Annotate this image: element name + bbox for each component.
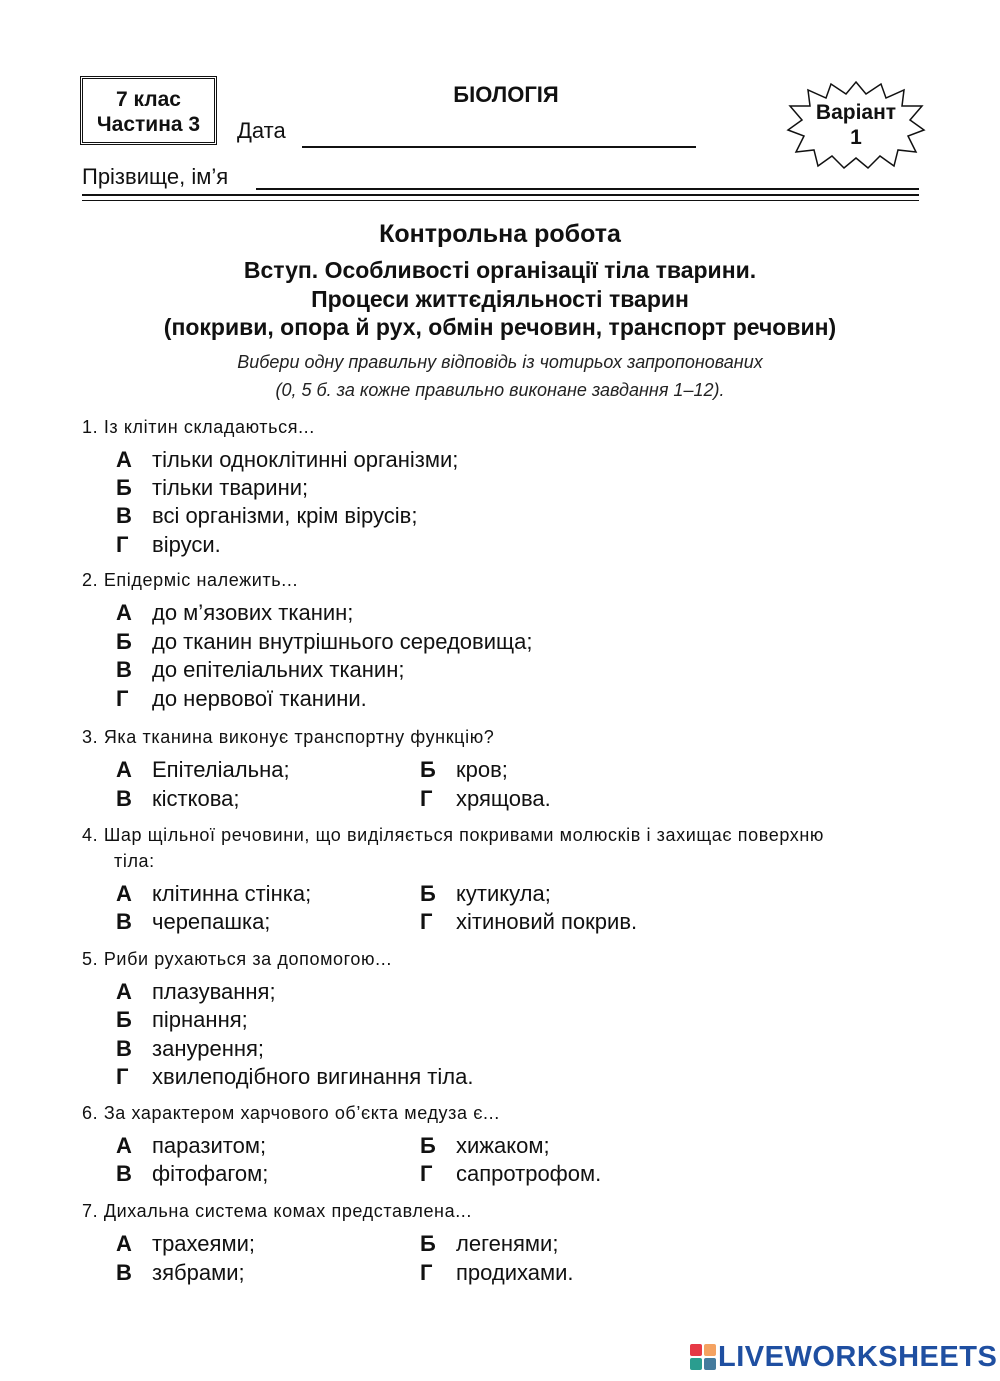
subject-title: БІОЛОГІЯ <box>453 82 559 107</box>
q6-option-c[interactable] <box>116 1160 268 1188</box>
q6-option-b[interactable] <box>420 1132 550 1160</box>
q5-option-c[interactable] <box>116 1035 264 1063</box>
q1-option-b[interactable] <box>116 474 308 502</box>
option-letter: Г <box>420 786 433 811</box>
question-6-text: 6. За характером харчового об’єкта медуза є... <box>82 1103 500 1123</box>
option-letter: Г <box>420 1161 433 1186</box>
option-letter: А <box>116 600 132 625</box>
option-letter: Г <box>116 686 129 711</box>
q5-option-a[interactable] <box>116 978 276 1006</box>
header-divider <box>82 194 919 196</box>
option-text: хітиновий покрив. <box>456 909 638 934</box>
test-title: Контрольна робота <box>379 220 621 248</box>
question-1-text: 1. Із клітин складаються... <box>82 417 315 437</box>
option-letter: Б <box>420 757 436 782</box>
option-letter: А <box>116 979 132 1004</box>
name-label: Прізвище, ім’я <box>82 164 229 189</box>
option-text: до епітеліальних тканин; <box>152 657 405 682</box>
question-4-text-cont: тіла: <box>114 851 155 871</box>
option-letter: Б <box>116 1007 132 1032</box>
option-text: клітинна стінка; <box>152 881 312 906</box>
option-text: кутикула; <box>456 881 551 906</box>
q1-option-d[interactable] <box>116 531 221 559</box>
q4-option-b[interactable] <box>420 880 551 908</box>
variant-number: 1 <box>850 126 862 149</box>
option-text: сапротрофом. <box>456 1161 602 1186</box>
q2-option-c[interactable] <box>116 656 404 684</box>
option-letter: Г <box>420 909 433 934</box>
q4-option-a[interactable] <box>116 880 311 908</box>
q2-option-d[interactable] <box>116 685 367 713</box>
question-7-text: 7. Дихальна система комах представлена... <box>82 1201 473 1221</box>
option-text: до м’язових тканин; <box>152 600 354 625</box>
option-letter: В <box>116 657 132 682</box>
option-text: кров; <box>456 757 508 782</box>
q6-option-a[interactable] <box>116 1132 266 1160</box>
option-text: черепашка; <box>152 909 271 934</box>
option-letter: Б <box>420 1231 436 1256</box>
option-text: віруси. <box>152 532 221 557</box>
option-text: тільки тварини; <box>152 475 309 500</box>
option-letter: В <box>116 1036 132 1061</box>
q4-option-d[interactable] <box>420 908 637 936</box>
variant-label: Варіант <box>815 101 897 124</box>
variant-badge <box>786 100 926 150</box>
instruction-line-2: (0, 5 б. за кожне правильно виконане завдання 1–12). <box>275 380 725 400</box>
q2-option-b[interactable] <box>116 628 532 656</box>
q4-option-c[interactable] <box>116 908 270 936</box>
header-divider-thin <box>82 200 919 201</box>
question-5-text: 5. Риби рухаються за допомогою... <box>82 949 392 969</box>
option-letter: Б <box>420 881 436 906</box>
question-4-text: 4. Шар щільної речовини, що виділяється покривами молюсків і захищає поверхню <box>82 825 824 845</box>
option-letter: А <box>116 881 132 906</box>
q7-option-d[interactable] <box>420 1259 574 1287</box>
subtitle-line-1: Вступ. Особливості організації тіла тварини. <box>243 257 757 283</box>
option-text: занурення; <box>152 1036 265 1061</box>
option-letter: А <box>116 757 132 782</box>
name-field[interactable] <box>256 188 919 190</box>
option-text: фітофагом; <box>152 1161 269 1186</box>
option-letter: В <box>116 1161 132 1186</box>
option-letter: Б <box>116 475 132 500</box>
question-2-text: 2. Епідерміс належить... <box>82 570 299 590</box>
liveworksheets-logo-icon <box>690 1344 716 1370</box>
q3-option-c[interactable] <box>116 785 239 813</box>
date-field[interactable] <box>302 146 696 148</box>
liveworksheets-logo-text: LIVEWORKSHEETS <box>718 1340 998 1373</box>
option-text: зябрами; <box>152 1260 245 1285</box>
option-text: плазування; <box>152 979 276 1004</box>
option-text: хрящова. <box>456 786 551 811</box>
option-letter: Г <box>420 1260 433 1285</box>
part-label: Частина 3 <box>96 113 201 136</box>
option-text: Епітеліальна; <box>152 757 290 782</box>
q5-option-d[interactable] <box>116 1063 473 1091</box>
instruction-line-1: Вибери одну правильну відповідь із чотирьох запропонованих <box>237 352 763 372</box>
option-text: хижаком; <box>456 1133 550 1158</box>
option-letter: Г <box>116 532 129 557</box>
option-letter: В <box>116 1260 132 1285</box>
grade-label: 7 клас <box>116 88 181 111</box>
option-letter: А <box>116 1231 132 1256</box>
question-3-text: 3. Яка тканина виконує транспортну функцію? <box>82 727 495 747</box>
q6-option-d[interactable] <box>420 1160 601 1188</box>
option-text: продихами. <box>456 1260 574 1285</box>
option-letter: В <box>116 909 132 934</box>
option-text: тільки одноклітинні організми; <box>152 447 459 472</box>
option-letter: А <box>116 1133 132 1158</box>
q3-option-a[interactable] <box>116 756 290 784</box>
date-label: Дата <box>237 118 286 143</box>
option-text: паразитом; <box>152 1133 267 1158</box>
q2-option-a[interactable] <box>116 599 353 627</box>
option-letter: В <box>116 503 132 528</box>
q3-option-d[interactable] <box>420 785 551 813</box>
option-text: пірнання; <box>152 1007 248 1032</box>
option-letter: Б <box>420 1133 436 1158</box>
subtitle-line-3: (покриви, опора й рух, обмін речовин, транспорт речовин) <box>163 314 837 340</box>
q5-option-b[interactable] <box>116 1006 248 1034</box>
option-letter: Г <box>116 1064 129 1089</box>
q7-option-b[interactable] <box>420 1230 558 1258</box>
q1-option-c[interactable] <box>116 502 417 530</box>
option-text: легенями; <box>456 1231 559 1256</box>
option-letter: Б <box>116 629 132 654</box>
option-letter: В <box>116 786 132 811</box>
q7-option-a[interactable] <box>116 1230 255 1258</box>
option-text: трахеями; <box>152 1231 255 1256</box>
option-text: всі організми, крім вірусів; <box>152 503 418 528</box>
q3-option-b[interactable] <box>420 756 508 784</box>
option-letter: А <box>116 447 132 472</box>
option-text: хвилеподібного вигинання тіла. <box>152 1064 474 1089</box>
q1-option-a[interactable] <box>116 446 458 474</box>
subtitle-line-2: Процеси життєдіяльності тварин <box>311 286 689 312</box>
option-text: до нервової тканини. <box>152 686 367 711</box>
q7-option-c[interactable] <box>116 1259 245 1287</box>
option-text: кісткова; <box>152 786 240 811</box>
liveworksheets-logo[interactable] <box>690 1340 997 1374</box>
option-text: до тканин внутрішнього середовища; <box>152 629 533 654</box>
